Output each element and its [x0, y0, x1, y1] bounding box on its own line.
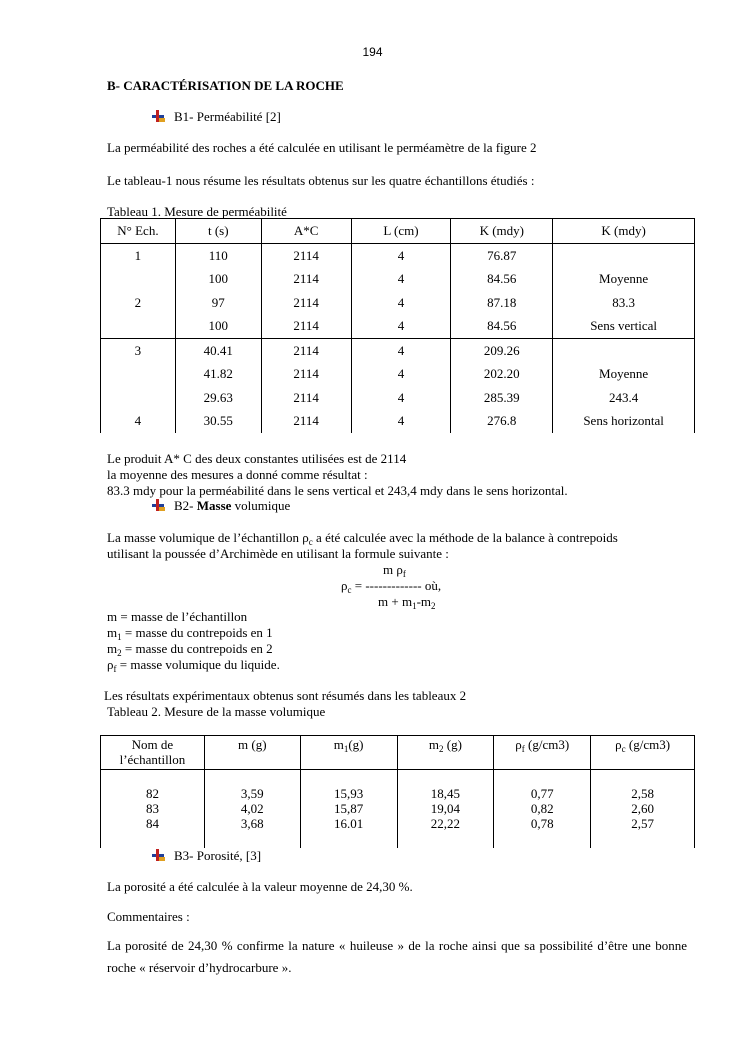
table-cell: 276.8: [451, 410, 553, 434]
column-header: K (mdy): [553, 219, 695, 244]
b1-heading-text: B1- Perméabilité [2]: [174, 109, 281, 124]
cell-value: 0,77: [530, 786, 554, 801]
def-m1-b: = masse du contrepoids en 1: [121, 625, 273, 640]
definition-rho-f: [107, 657, 280, 673]
table-cell: 4: [351, 291, 451, 315]
table1-caption: Tableau 1. Mesure de perméabilité: [107, 204, 287, 219]
def-m1-sub: 1: [117, 632, 122, 642]
result-line-2: la moyenne des mesures a donné comme résultat :: [107, 467, 368, 482]
column-header: t (s): [175, 219, 261, 244]
table-row: [101, 268, 695, 292]
table-cell: 2114: [261, 291, 351, 315]
table-cell: Sens vertical: [553, 315, 695, 339]
table-cell: [553, 244, 695, 268]
density-table: [100, 735, 695, 848]
formula-numerator-sub: f: [402, 569, 406, 579]
table-cell: [101, 386, 176, 410]
masse-paragraph-line-2: utilisant la poussée d’Archimède en utilisant la formule suivante :: [107, 546, 449, 561]
table-cell: 87.18: [451, 291, 553, 315]
cell-value: 3,59: [240, 786, 264, 801]
def-m2-b: = masse du contrepoids en 2: [121, 641, 273, 656]
formula-main-line: [341, 578, 441, 594]
formula-denominator-a: m + m: [378, 594, 413, 609]
header-sub: 1: [343, 744, 349, 754]
column-header: [397, 736, 494, 770]
cell-value: 18,45: [430, 786, 461, 801]
formula-denominator: [378, 594, 436, 610]
cell-value: 82: [145, 786, 159, 801]
table-cell: 4: [351, 315, 451, 339]
table-cell: 76.87: [451, 244, 553, 268]
formula-denominator-b: -m: [416, 594, 432, 609]
table-cell: 100: [175, 315, 261, 339]
masse-paragraph-line-1: [107, 530, 618, 546]
table-cell: 100: [175, 268, 261, 292]
cell-value: 16.01: [333, 816, 364, 831]
table-cell: 40.41: [175, 339, 261, 363]
b2-heading-bold: Masse: [196, 498, 232, 513]
header-text: (g): [443, 737, 462, 752]
formula-lhs-sub: c: [347, 585, 352, 595]
section-title: B- CARACTÉRISATION DE LA ROCHE: [107, 78, 344, 93]
formula-denominator-sub1: 1: [412, 601, 417, 611]
cell-value: 15,93: [333, 786, 364, 801]
table-cell: [300, 770, 397, 849]
table-header-row: [101, 736, 695, 770]
results2-intro: Les résultats expérimentaux obtenus sont résumés dans les tableaux 2: [104, 688, 467, 703]
table-cell: 1: [101, 244, 176, 268]
b2-heading: [152, 498, 290, 514]
b2-heading-suffix: volumique: [231, 498, 291, 513]
table-cell: 2114: [261, 363, 351, 387]
cell-value: 19,04: [430, 801, 461, 816]
table-cell: 2114: [261, 386, 351, 410]
cell-value: 15,87: [333, 801, 364, 816]
table2-caption: Tableau 2. Mesure de la masse volumique: [107, 704, 326, 719]
table-cell: [494, 770, 591, 849]
table-cell: [397, 770, 494, 849]
column-header: L (cm): [351, 219, 451, 244]
table-cell: 2114: [261, 268, 351, 292]
final-paragraph: La porosité de 24,30 % confirme la nature « huileuse » de la roche ainsi que sa possibilité d’être une bonne roche « réservoir d’hydrocarbure ».: [107, 938, 687, 975]
bullet-icon: [152, 849, 166, 861]
header-text: (g/cm3): [524, 737, 570, 752]
header-text: (g): [348, 737, 364, 752]
formula-equals-line: = ------------- où,: [351, 578, 442, 593]
cell-value: 84: [145, 816, 159, 831]
table-cell: 4: [101, 410, 176, 434]
table-cell: [101, 315, 176, 339]
table-cell: 4: [351, 244, 451, 268]
column-header: [204, 736, 300, 770]
header-text: m: [333, 737, 344, 752]
formula-denominator-sub2: 2: [431, 601, 436, 611]
permeability-intro: La perméabilité des roches a été calculée en utilisant le perméamètre de la figure 2: [107, 140, 537, 155]
table-cell: 202.20: [451, 363, 553, 387]
cell-value: 2,58: [631, 786, 654, 801]
table-cell: 243.4: [553, 386, 695, 410]
table-cell: 4: [351, 268, 451, 292]
table-row: [101, 315, 695, 339]
table1-intro: Le tableau-1 nous résume les résultats obtenus sur les quatre échantillons étudiés :: [107, 173, 535, 188]
def-rho-a: ρ: [107, 657, 114, 672]
header-sub: 2: [439, 744, 444, 754]
b1-heading: [152, 109, 281, 125]
table-cell: 2114: [261, 315, 351, 339]
def-rho-sub: f: [113, 664, 117, 674]
table-row: [101, 363, 695, 387]
table-cell: 285.39: [451, 386, 553, 410]
header-sub: c: [621, 744, 626, 754]
def-rho-b: = masse volumique du liquide.: [116, 657, 280, 672]
table-cell: 2: [101, 291, 176, 315]
formula-lhs: ρ: [341, 578, 348, 593]
formula-numerator-text: m ρ: [383, 562, 403, 577]
table-cell: Moyenne: [553, 268, 695, 292]
cell-value: 22,22: [430, 816, 461, 831]
table-cell: 29.63: [175, 386, 261, 410]
definition-m1: [107, 625, 273, 641]
comments-label: Commentaires :: [107, 909, 190, 924]
formula-numerator: [383, 562, 406, 578]
b3-heading: [152, 848, 261, 864]
bullet-icon: [152, 499, 166, 511]
table-cell: 110: [175, 244, 261, 268]
table-cell: 4: [351, 363, 451, 387]
masse-text-b: a été calculée avec la méthode de la balance à contrepoids: [312, 530, 618, 545]
table-cell: [553, 339, 695, 363]
table-cell: [591, 770, 695, 849]
table-cell: 83.3: [553, 291, 695, 315]
cell-value: 2,60: [631, 801, 654, 816]
masse-text-a: La masse volumique de l’échantillon ρ: [107, 530, 309, 545]
b3-heading-text: B3- Porosité, [3]: [174, 848, 262, 863]
table-cell: [101, 268, 176, 292]
table-cell: Moyenne: [553, 363, 695, 387]
cell-value: 0,78: [530, 816, 554, 831]
table-cell: 4: [351, 386, 451, 410]
table-cell: Sens horizontal: [553, 410, 695, 434]
cell-value: 3,68: [240, 816, 264, 831]
column-header: [300, 736, 397, 770]
header-text: (g/cm3): [625, 737, 671, 752]
def-m1-a: m: [107, 625, 118, 640]
cell-value: 0,82: [530, 801, 554, 816]
table-cell: 97: [175, 291, 261, 315]
definition-m2: [107, 641, 273, 657]
bullet-icon: [152, 110, 166, 122]
result-line-1: Le produit A* C des deux constantes utilisées est de 2114: [107, 451, 407, 466]
header-text: m (g): [238, 737, 267, 752]
column-header: [494, 736, 591, 770]
table-row: [101, 339, 695, 363]
table-cell: 3: [101, 339, 176, 363]
permeability-table: [100, 218, 695, 433]
table-cell: 4: [351, 339, 451, 363]
cell-value: 83: [145, 801, 159, 816]
table-cell: 2114: [261, 410, 351, 434]
table-row: [101, 244, 695, 268]
column-header: [591, 736, 695, 770]
def-m2-a: m: [107, 641, 118, 656]
column-header: A*C: [261, 219, 351, 244]
table-cell: [101, 770, 205, 849]
cell-value: 4,02: [240, 801, 264, 816]
table-cell: 30.55: [175, 410, 261, 434]
table-cell: 2114: [261, 339, 351, 363]
b2-heading-prefix: B2-: [174, 498, 197, 513]
header-text: ρ: [515, 737, 522, 752]
column-header: [101, 736, 205, 770]
table-row: [101, 410, 695, 434]
column-header: K (mdy): [451, 219, 553, 244]
table-cell: 2114: [261, 244, 351, 268]
table-cell: [204, 770, 300, 849]
table-row: [101, 291, 695, 315]
definition-m: m = masse de l’échantillon: [107, 609, 248, 624]
table-cell: 4: [351, 410, 451, 434]
masse-sub: c: [308, 537, 313, 547]
table-cell: 84.56: [451, 315, 553, 339]
table-header-row: [101, 219, 695, 244]
table-row: [101, 386, 695, 410]
page-number: 194: [362, 45, 383, 59]
header-text: Nom de: [131, 737, 174, 752]
header-text: ρ: [615, 737, 622, 752]
cell-value: 2,57: [631, 816, 654, 831]
table-cell: 84.56: [451, 268, 553, 292]
table-row: [101, 770, 695, 849]
header-text: m: [428, 737, 439, 752]
header-text: l’échantillon: [119, 752, 186, 767]
table-cell: [101, 363, 176, 387]
header-sub: f: [521, 744, 525, 754]
column-header: N° Ech.: [101, 219, 176, 244]
result-line-3: 83.3 mdy pour la perméabilité dans le sens vertical et 243,4 mdy dans le sens horizontal.: [107, 483, 568, 498]
def-m2-sub: 2: [117, 648, 122, 658]
table-cell: 41.82: [175, 363, 261, 387]
porosity-paragraph: La porosité a été calculée à la valeur moyenne de 24,30 %.: [107, 879, 413, 894]
table-cell: 209.26: [451, 339, 553, 363]
